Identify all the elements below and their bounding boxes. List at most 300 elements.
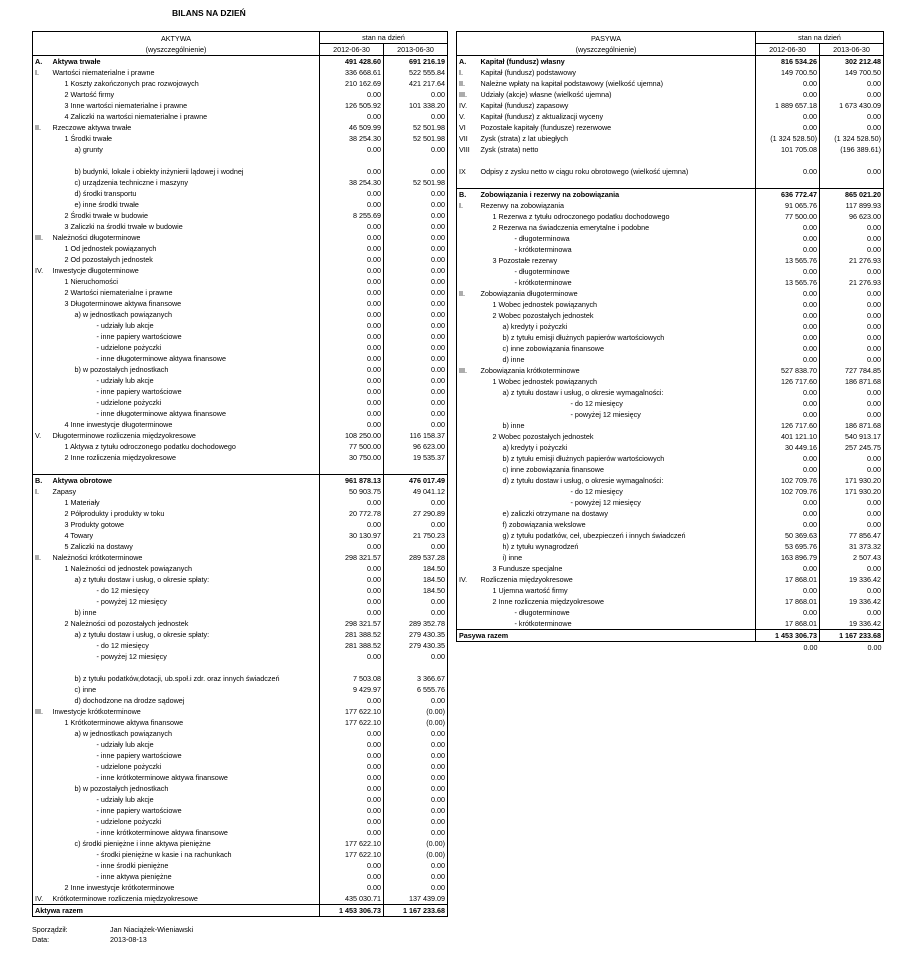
pasywa-row [457, 133, 884, 144]
row-value-period-1: 17 868.01 [756, 574, 820, 585]
row-label: b) z tytułu emisji dłużnych papierów wartościowych [502, 333, 665, 342]
aktywa-row [33, 254, 448, 265]
row-value-period-2: 186 871.68 [820, 376, 884, 387]
aktywa-table [32, 31, 448, 917]
aktywa-row [33, 772, 448, 783]
row-label: b) z tytułu podatków,dotacji, ub.społ.i zdr. oraz innych świadczeń [74, 674, 280, 683]
row-label: 2 Wobec pozostałych jednostek [492, 311, 594, 320]
row-label: Aktywa trwałe [51, 56, 320, 68]
row-value-period-2: 1 167 233.68 [384, 905, 448, 917]
aktywa-row [33, 430, 448, 441]
row-label: Aktywa obrotowe [51, 475, 320, 487]
row-label: 1 Nieruchomości [64, 277, 119, 286]
row-value-period-1: 0.00 [320, 651, 384, 662]
row-code [457, 607, 479, 618]
row-value-period-1: 0.00 [320, 871, 384, 882]
aktywa-row [33, 144, 448, 155]
pasywa-row [457, 376, 884, 387]
row-value-period-1: 177 622.10 [320, 838, 384, 849]
row-value-period-1: 0.00 [320, 89, 384, 100]
row-value-period-1: 0.00 [320, 816, 384, 827]
row-code [33, 89, 51, 100]
row-value-period-2: 0.00 [384, 607, 448, 618]
aktywa-row [33, 640, 448, 651]
pasywa-subheading: (wyszczególnienie) [457, 44, 756, 56]
pasywa-row [457, 255, 884, 266]
row-code: IX [457, 155, 479, 177]
row-code: II. [457, 288, 479, 299]
row-value-period-2: 289 352.78 [384, 618, 448, 629]
row-label: Zobowiązania i rezerwy na zobowiązania [479, 189, 756, 201]
row-value-period-1: 13 565.76 [756, 277, 820, 288]
row-label: - inne papiery wartościowe [96, 332, 182, 341]
aktywa-row [33, 497, 448, 508]
row-label: - długoterminowe [514, 608, 570, 617]
row-value-period-2: 1 167 233.68 [820, 630, 884, 642]
row-value-period-1: 0.00 [756, 233, 820, 244]
row-value-period-1: 17 868.01 [756, 618, 820, 630]
row-label: 2 Inne inwestycje krótkoterminowe [64, 883, 175, 892]
row-code [457, 519, 479, 530]
row-code [33, 750, 51, 761]
row-value-period-2: 0.00 [384, 199, 448, 210]
row-value-period-1: 8 255.69 [320, 210, 384, 221]
row-code: I. [457, 200, 479, 211]
row-code [33, 662, 51, 684]
row-value-period-1: 0.00 [320, 320, 384, 331]
prepared-value: Jan Niaciążek-Wieniawski [110, 925, 194, 934]
aktywa-row [33, 761, 448, 772]
aktywa-row [33, 905, 448, 917]
row-value-period-2: 0.00 [384, 331, 448, 342]
date-label: Data: [32, 935, 50, 944]
pasywa-row [457, 508, 884, 519]
row-label: - długoterminowe [514, 267, 570, 276]
row-code [33, 783, 51, 794]
aktywa-row [33, 232, 448, 243]
row-value-period-2: 0.00 [820, 585, 884, 596]
row-label: - udzielone pożyczki [96, 817, 162, 826]
row-value-period-2: 0.00 [384, 651, 448, 662]
pasywa-row [457, 277, 884, 288]
pasywa-stan-header: stan na dzień [756, 32, 884, 44]
row-label: Kapitał (fundusz) podstawowy [480, 68, 576, 77]
row-value-period-1: 0.00 [756, 409, 820, 420]
aktywa-row [33, 298, 448, 309]
row-code [457, 508, 479, 519]
row-value-period-2: 0.00 [820, 563, 884, 574]
row-value-period-2: 476 017.49 [384, 475, 448, 487]
row-value-period-1: 0.00 [320, 882, 384, 893]
row-label: e) inne środki trwałe [74, 200, 139, 209]
row-label: - krótkoterminowe [514, 278, 572, 287]
aktywa-row [33, 541, 448, 552]
row-value-period-2: 0.00 [384, 243, 448, 254]
row-value-period-1: 0.00 [756, 155, 820, 177]
row-value-period-2: 19 336.42 [820, 618, 884, 630]
row-value-period-2: 0.00 [820, 519, 884, 530]
row-value-period-1: 1 453 306.73 [756, 630, 820, 642]
row-value-period-1: 50 903.75 [320, 486, 384, 497]
aktywa-row [33, 695, 448, 706]
row-value-period-1: 0.00 [320, 254, 384, 265]
row-code [33, 497, 51, 508]
row-value-period-1: 816 534.26 [756, 56, 820, 68]
row-value-period-2: (0.00) [384, 849, 448, 860]
row-value-period-2: 0.00 [384, 375, 448, 386]
aktywa-row [33, 486, 448, 497]
row-code [457, 464, 479, 475]
pasywa-period-2: 2013-06-30 [820, 44, 884, 56]
row-code [33, 651, 51, 662]
row-label: b) w pozostałych jednostkach [74, 365, 169, 374]
pasywa-row [457, 486, 884, 497]
row-value-period-2: 101 338.20 [384, 100, 448, 111]
aktywa-row [33, 221, 448, 232]
row-value-period-1: 126 505.92 [320, 100, 384, 111]
pasywa-row [457, 519, 884, 530]
aktywa-rows [33, 56, 448, 917]
row-value-period-1 [320, 463, 384, 475]
row-value-period-2: 0.00 [384, 750, 448, 761]
footer [32, 925, 193, 945]
row-label: 3 Fundusze specjalne [492, 564, 563, 573]
aktywa-row [33, 871, 448, 882]
row-code [457, 277, 479, 288]
aktywa-row [33, 177, 448, 188]
aktywa-row [33, 265, 448, 276]
row-code [457, 255, 479, 266]
row-value-period-1: 0.00 [320, 364, 384, 375]
row-label: 2 Środki trwałe w budowie [64, 211, 148, 220]
row-value-period-1: 177 622.10 [320, 706, 384, 717]
row-value-period-1: 0.00 [320, 331, 384, 342]
row-value-period-2: 96 623.00 [384, 441, 448, 452]
pasywa-row [457, 618, 884, 630]
date-value: 2013-08-13 [110, 935, 147, 944]
aktywa-row [33, 210, 448, 221]
row-value-period-1: 126 717.60 [756, 376, 820, 387]
row-value-period-1: 0.00 [320, 111, 384, 122]
row-value-period-2: 0.00 [384, 309, 448, 320]
aktywa-row [33, 452, 448, 463]
row-value-period-2: 0.00 [384, 827, 448, 838]
row-value-period-1: 336 668.61 [320, 67, 384, 78]
pasywa-row [457, 288, 884, 299]
row-value-period-2: 0.00 [820, 409, 884, 420]
aktywa-row [33, 684, 448, 695]
row-value-period-2: 0.00 [820, 343, 884, 354]
row-label: a) kredyty i pożyczki [502, 443, 568, 452]
row-value-period-2: 0.00 [384, 210, 448, 221]
row-code [457, 453, 479, 464]
row-value-period-1: 0.00 [320, 408, 384, 419]
row-value-period-2: 0.00 [384, 353, 448, 364]
pasywa-row [457, 420, 884, 431]
row-value-period-2: 0.00 [820, 464, 884, 475]
row-value-period-1: 38 254.30 [320, 133, 384, 144]
row-value-period-1: 0.00 [756, 266, 820, 277]
row-code [457, 222, 479, 233]
aktywa-row [33, 331, 448, 342]
row-value-period-2: 31 373.32 [820, 541, 884, 552]
row-label: d) z tytułu dostaw i usług, o okresie wymagalności: [502, 476, 664, 485]
row-label: Długoterminowe rozliczenia międzyokresowe [52, 431, 196, 440]
row-label: a) z tytułu dostaw i usług, o okresie spłaty: [74, 575, 210, 584]
aktywa-row [33, 243, 448, 254]
row-value-period-1: 0.00 [320, 276, 384, 287]
pasywa-row [457, 56, 884, 68]
row-value-period-1: 0.00 [320, 772, 384, 783]
row-code [457, 211, 479, 222]
row-code [33, 287, 51, 298]
row-value-period-2: 0.00 [820, 398, 884, 409]
pasywa-row [457, 354, 884, 365]
row-label [479, 177, 756, 189]
row-value-period-2: 0.00 [384, 695, 448, 706]
row-label: Pozostałe kapitały (fundusze) rezerwowe [480, 123, 612, 132]
row-value-period-1: 0.00 [320, 805, 384, 816]
row-code [33, 144, 51, 155]
row-code [457, 387, 479, 398]
row-value-period-1: 298 321.57 [320, 552, 384, 563]
row-value-period-1: 0.00 [320, 386, 384, 397]
row-label: b) inne [502, 421, 525, 430]
row-code [33, 254, 51, 265]
row-label: 5 Zaliczki na dostawy [64, 542, 133, 551]
row-value-period-2: 0.00 [384, 342, 448, 353]
aktywa-row [33, 629, 448, 640]
row-value-period-2: 0.00 [384, 276, 448, 287]
aktywa-row [33, 530, 448, 541]
row-label: c) inne [74, 685, 97, 694]
row-code [33, 342, 51, 353]
row-value-period-1: 0.00 [320, 375, 384, 386]
row-label: - udziały lub akcje [96, 321, 154, 330]
row-label: 2 Inne rozliczenia międzyokresowe [64, 453, 176, 462]
aktywa-stan-header: stan na dzień [320, 32, 448, 44]
row-value-period-1: 0.00 [320, 199, 384, 210]
row-value-period-2: 0.00 [384, 155, 448, 177]
row-value-period-2: 0.00 [384, 497, 448, 508]
row-label: - udzielone pożyczki [96, 343, 162, 352]
row-label: c) środki pieniężne i inne aktywa pieniężne [74, 839, 211, 848]
row-value-period-2: 0.00 [820, 78, 884, 89]
pasywa-row [457, 321, 884, 332]
row-value-period-1: 961 878.13 [320, 475, 384, 487]
row-label: - krótkoterminowa [514, 245, 572, 254]
row-code [457, 563, 479, 574]
row-code [33, 860, 51, 871]
pasywa-rows [457, 56, 884, 642]
row-code [457, 442, 479, 453]
row-label: 1 Materiały [64, 498, 100, 507]
row-code: II. [33, 552, 51, 563]
row-code: III. [33, 232, 51, 243]
row-value-period-1: 1 453 306.73 [320, 905, 384, 917]
row-value-period-2: 0.00 [820, 310, 884, 321]
row-value-period-1: 0.00 [756, 464, 820, 475]
row-value-period-2: 522 555.84 [384, 67, 448, 78]
row-code [33, 177, 51, 188]
row-value-period-2: 0.00 [384, 541, 448, 552]
row-code: B. [457, 189, 479, 201]
row-value-period-2: 0.00 [820, 244, 884, 255]
aktywa-row [33, 133, 448, 144]
row-label: 1 Od jednostek powiązanych [64, 244, 157, 253]
row-value-period-1: 0.00 [756, 111, 820, 122]
row-value-period-1: 0.00 [756, 453, 820, 464]
aktywa-subheading: (wyszczególnienie) [33, 44, 320, 56]
row-code [33, 596, 51, 607]
row-label: - udzielone pożyczki [96, 398, 162, 407]
row-value-period-1: 0.00 [320, 342, 384, 353]
pasywa-row [457, 244, 884, 255]
aktywa-row [33, 618, 448, 629]
pasywa-row [457, 233, 884, 244]
pasywa-row [457, 111, 884, 122]
aktywa-row [33, 816, 448, 827]
row-value-period-2: 0.00 [820, 266, 884, 277]
row-value-period-2: 0.00 [820, 321, 884, 332]
aktywa-row [33, 386, 448, 397]
row-value-period-2: 0.00 [820, 497, 884, 508]
row-code [33, 188, 51, 199]
row-value-period-2: 0.00 [384, 89, 448, 100]
row-label: - inne długoterminowe aktywa finansowe [96, 409, 226, 418]
row-value-period-2: 0.00 [820, 155, 884, 177]
pasywa-period-1: 2012-06-30 [756, 44, 820, 56]
row-label: - długoterminowa [514, 234, 570, 243]
row-value-period-1: 102 709.76 [756, 475, 820, 486]
aktywa-row [33, 67, 448, 78]
row-code [33, 816, 51, 827]
row-value-period-1: 0.00 [756, 222, 820, 233]
row-value-period-2: 77 856.47 [820, 530, 884, 541]
row-code: B. [33, 475, 51, 487]
row-label: - do 12 miesięcy [96, 641, 149, 650]
row-value-period-2: 0.00 [384, 265, 448, 276]
row-code [33, 133, 51, 144]
row-value-period-2: 49 041.12 [384, 486, 448, 497]
row-value-period-2: 149 700.50 [820, 67, 884, 78]
row-code [33, 463, 51, 475]
row-value-period-2: 0.00 [384, 871, 448, 882]
aktywa-row [33, 408, 448, 419]
row-value-period-1: 0.00 [756, 89, 820, 100]
row-code [33, 276, 51, 287]
row-value-period-1: 149 700.50 [756, 67, 820, 78]
row-value-period-2: 19 535.37 [384, 452, 448, 463]
row-value-period-2: 0.00 [384, 298, 448, 309]
row-value-period-1: 0.00 [756, 299, 820, 310]
row-value-period-2: 116 158.37 [384, 430, 448, 441]
row-value-period-1: 401 121.10 [756, 431, 820, 442]
aktywa-row [33, 827, 448, 838]
row-value-period-2: 0.00 [384, 408, 448, 419]
aktywa-row [33, 89, 448, 100]
row-label: 1 Ujemna wartość firmy [492, 586, 568, 595]
pasywa-row [457, 563, 884, 574]
aktywa-row [33, 188, 448, 199]
pasywa-row [457, 442, 884, 453]
row-value-period-1: 0.00 [756, 310, 820, 321]
row-label: 1 Wobec jednostek powiązanych [492, 300, 598, 309]
row-value-period-2: 0.00 [820, 111, 884, 122]
row-value-period-2: 289 537.28 [384, 552, 448, 563]
row-value-period-1: (1 324 528.50) [756, 133, 820, 144]
pasywa-row [457, 122, 884, 133]
row-value-period-1: 17 868.01 [756, 596, 820, 607]
row-value-period-2: 865 021.20 [820, 189, 884, 201]
row-value-period-1: 53 695.76 [756, 541, 820, 552]
row-label: h) z tytułu wynagrodzeń [502, 542, 579, 551]
row-value-period-1: 46 509.99 [320, 122, 384, 133]
row-label: Rzeczowe aktywa trwałe [52, 123, 132, 132]
row-value-period-2: 0.00 [384, 805, 448, 816]
row-code [33, 728, 51, 739]
row-code: III. [457, 89, 479, 100]
row-value-period-2: 0.00 [384, 772, 448, 783]
row-code [33, 452, 51, 463]
row-value-period-2: 0.00 [384, 386, 448, 397]
row-value-period-1: 126 717.60 [756, 420, 820, 431]
row-label: b) w pozostałych jednostkach [74, 784, 169, 793]
pasywa-row [457, 177, 884, 189]
row-label: - powyżej 12 miesięcy [96, 597, 167, 606]
row-code [33, 717, 51, 728]
row-label: c) inne zobowiązania finansowe [502, 344, 604, 353]
aktywa-row [33, 519, 448, 530]
aktywa-row [33, 717, 448, 728]
row-label: d) środki transportu [74, 189, 137, 198]
row-label: Zobowiązania długoterminowe [480, 289, 578, 298]
row-code [33, 805, 51, 816]
row-value-period-1: 163 896.79 [756, 552, 820, 563]
aktywa-row [33, 860, 448, 871]
row-label: - powyżej 12 miesięcy [570, 498, 641, 507]
row-label: 2 Należności od pozostałych jednostek [64, 619, 189, 628]
row-value-period-1: 0.00 [320, 519, 384, 530]
row-value-period-2: (0.00) [384, 706, 448, 717]
pasywa-row [457, 607, 884, 618]
row-label: a) grunty [74, 145, 103, 154]
row-value-period-1: 0.00 [320, 563, 384, 574]
row-code: VIII [457, 144, 479, 155]
row-code: IV. [33, 893, 51, 905]
row-value-period-1: 30 449.16 [756, 442, 820, 453]
row-value-period-1: 0.00 [320, 397, 384, 408]
row-label: Należności długoterminowe [52, 233, 141, 242]
row-label: 3 Pozostałe rezerwy [492, 256, 558, 265]
row-value-period-2: 0.00 [820, 453, 884, 464]
pasywa-row [457, 365, 884, 376]
row-label: a) z tytułu dostaw i usług, o okresie wymagalności: [502, 388, 664, 397]
row-value-period-1: 20 772.78 [320, 508, 384, 519]
row-value-period-2: 0.00 [384, 188, 448, 199]
pasywa-row [457, 541, 884, 552]
pasywa-row [457, 310, 884, 321]
row-label: Inwestycje krótkoterminowe [52, 707, 141, 716]
row-label: - udzielone pożyczki [96, 762, 162, 771]
row-value-period-1: 0.00 [320, 309, 384, 320]
row-value-period-1: 281 388.52 [320, 629, 384, 640]
row-value-period-1: 177 622.10 [320, 717, 384, 728]
row-value-period-2: 19 336.42 [820, 596, 884, 607]
row-label: d) dochodzone na drodze sądowej [74, 696, 185, 705]
row-label: Zapasy [52, 487, 77, 496]
row-code [457, 530, 479, 541]
